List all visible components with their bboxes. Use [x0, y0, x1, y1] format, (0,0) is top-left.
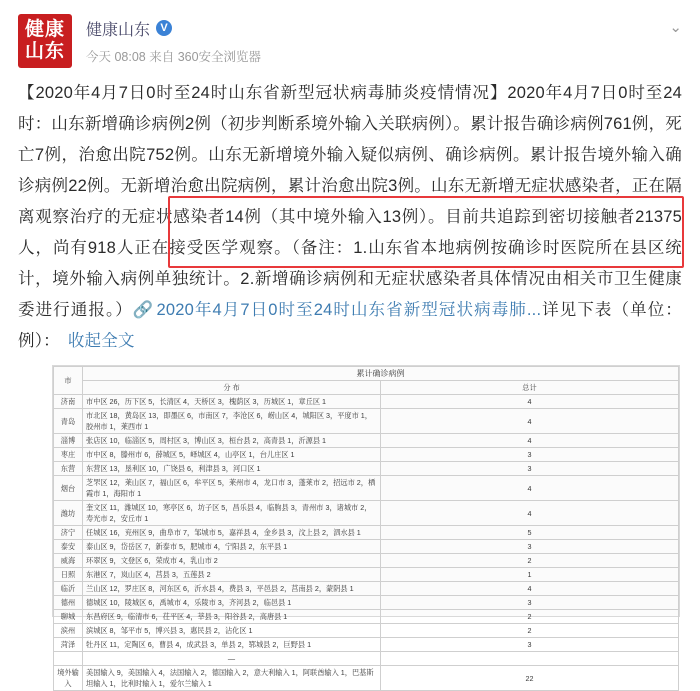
table-cell-total: 4 — [381, 395, 679, 409]
chevron-down-icon[interactable]: ⌄ — [669, 19, 682, 36]
table-row — [54, 596, 679, 610]
table-cell-total: 4 — [381, 434, 679, 448]
table-row — [54, 582, 679, 596]
table-title-row — [54, 367, 679, 381]
link-icon: 🔗 — [132, 301, 155, 319]
table-cell-distribution: 美国输入 9，美国输入 4，法国输入 2，德国输入 2，意大利输入 1，阿联酋输入 1，巴基斯坦输入 1，比利时输入 1，爱尔兰输入 1 — [83, 666, 381, 691]
table-row — [54, 501, 679, 526]
table-row — [54, 476, 679, 501]
collapse-full-text-link[interactable]: 收起全文 — [67, 332, 135, 350]
table-cell-city: 泰安 — [54, 540, 83, 554]
table-row — [54, 434, 679, 448]
table-cell-total: 4 — [381, 409, 679, 434]
account-name[interactable]: 健康山东 — [86, 21, 151, 39]
table-cell-city: 济南 — [54, 395, 83, 409]
table-cell-total: 4 — [381, 476, 679, 501]
table-row — [54, 526, 679, 540]
table-cell-distribution: 市北区 18，黄岛区 13，即墨区 6，市南区 7，李沧区 6，崂山区 4，城阳区 3，平度市 1，胶州市 1，莱西市 1 — [83, 409, 381, 434]
cases-table-container — [52, 365, 680, 688]
post-header — [18, 14, 682, 76]
table-row — [54, 624, 679, 638]
post-paragraph-1: 【2020年4月7日0时至24时山东省新型冠状病毒肺炎疫情情况】2020年4月7日0时至24时：山东新增确诊病例2例（初步判断系境外输入关联病例）。累计报告确诊病例761例，死亡7例，治愈出院752例。山东无新增境外输入疑似病例、确诊病例。累计报告境外输入确诊病例22例。无新增治愈出院病例，累计治愈出院3例。山东无新增无症状感染者，正在隔离观察治疗的无症状感染者14例（其中境外输入13例）。 — [18, 84, 682, 226]
table-header-row — [54, 381, 679, 395]
table-row — [54, 554, 679, 568]
table-row — [54, 638, 679, 652]
table-cell-distribution: 德城区 10，陵城区 6，禹城市 4，乐陵市 3，齐河县 2，临邑县 1 — [83, 596, 381, 610]
post-inline-link[interactable]: 2020年4月7日0时至24时山东省新型冠状病毒肺... — [156, 301, 542, 319]
post-meta: 今天 08:08 来自 360安全浏览器 — [86, 50, 262, 64]
table-cell-total: 3 — [381, 448, 679, 462]
table-row — [54, 462, 679, 476]
table-cell-city: 菏泽 — [54, 638, 83, 652]
table-cell-total: 4 — [381, 501, 679, 526]
post-content — [18, 78, 682, 357]
table-cell-distribution: 市中区 8，滕州市 6，薛城区 5，峄城区 4，山亭区 1，台儿庄区 1 — [83, 448, 381, 462]
post-highlighted-text: 目前共追踪到密切接触者21375人，尚有918人正在接受医学观察。 — [18, 208, 682, 257]
table-cell-total — [381, 652, 679, 666]
table-cell-city: 滨州 — [54, 624, 83, 638]
table-cell-city: 日照 — [54, 568, 83, 582]
table-cell-distribution: 芝罘区 12，莱山区 7，福山区 6，牟平区 5，莱州市 4，龙口市 3，蓬莱市 2，招远市 2，栖霞市 1，海阳市 1 — [83, 476, 381, 501]
table-cell-city: 境外输入 — [54, 666, 83, 691]
table-cell-distribution: 奎文区 11，潍城区 10，寒亭区 6，坊子区 5，昌乐县 4，临朐县 3，青州市 3，诸城市 2，寿光市 2，安丘市 1 — [83, 501, 381, 526]
table-row — [54, 395, 679, 409]
table-cell-city: 青岛 — [54, 409, 83, 434]
account-info — [86, 14, 656, 65]
table-header-distribution: 分 布 — [83, 381, 381, 395]
table-cell-total: 4 — [381, 582, 679, 596]
table-row — [54, 409, 679, 434]
table-cell-total: 2 — [381, 554, 679, 568]
table-cell-total: 22 — [381, 666, 679, 691]
post-paragraph-2: （备注：1.山东省本地病例按确诊时医院所在县区统计，境外输入病例单独统计。2.新增确诊病例和无症状感染者具体情况由相关市卫生健康委进行通报。） — [18, 239, 682, 319]
table-cell-city: 东营 — [54, 462, 83, 476]
table-cell-distribution: 任城区 16，兖州区 9，曲阜市 7，邹城市 5，嘉祥县 4，金乡县 3，汶上县 2，泗水县 1 — [83, 526, 381, 540]
avatar-line-1: 健康 — [24, 19, 65, 40]
table-cell-total: 1 — [381, 568, 679, 582]
post-tail-text: 详见下表（单位：例）： — [18, 301, 682, 350]
table-row-overseas — [54, 666, 679, 691]
table-cell-city: 聊城 — [54, 610, 83, 624]
table-cell-city: 潍坊 — [54, 501, 83, 526]
table-cell-city: 淄博 — [54, 434, 83, 448]
table-cell-distribution: 兰山区 12，罗庄区 8，河东区 6，沂水县 4，费县 3，平邑县 2，莒南县 2，蒙阴县 1 — [83, 582, 381, 596]
table-row — [54, 448, 679, 462]
table-cell-total: 2 — [381, 624, 679, 638]
table-cell-distribution: 市中区 26，历下区 5，长清区 4，天桥区 3，槐荫区 3，历城区 1，章丘区 1 — [83, 395, 381, 409]
table-cell-total: 3 — [381, 540, 679, 554]
table-cell-city: 烟台 — [54, 476, 83, 501]
table-title: 累计确诊病例 — [83, 367, 679, 381]
table-cell-distribution: 东昌府区 9，临清市 6，茌平区 4，莘县 3，阳谷县 2，高唐县 1 — [83, 610, 381, 624]
table-header-city: 市 — [54, 367, 83, 395]
table-separator-row — [54, 652, 679, 666]
verified-badge-icon: V — [156, 20, 172, 36]
table-cell-city: 济宁 — [54, 526, 83, 540]
table-cell-total: 5 — [381, 526, 679, 540]
avatar-line-2: 山东 — [24, 41, 65, 62]
table-cell-distribution: 环翠区 9，文登区 6，荣成市 4，乳山市 2 — [83, 554, 381, 568]
table-row — [54, 568, 679, 582]
table-cell-distribution: 东港区 7，岚山区 4，莒县 3，五莲县 2 — [83, 568, 381, 582]
table-row — [54, 540, 679, 554]
table-cell-city: 德州 — [54, 596, 83, 610]
table-cell-distribution: 滨城区 8，邹平市 5，博兴县 3，惠民县 2，沾化区 1 — [83, 624, 381, 638]
table-cell-total: 3 — [381, 596, 679, 610]
table-cell-city — [54, 652, 83, 666]
account-name-row — [86, 16, 656, 40]
avatar[interactable] — [18, 14, 72, 68]
table-cell-city: 威海 — [54, 554, 83, 568]
table-cell-city: 枣庄 — [54, 448, 83, 462]
table-cell-total: 3 — [381, 462, 679, 476]
table-header-total: 总计 — [381, 381, 679, 395]
table-cell-distribution: 东营区 13，垦利区 10，广饶县 6，利津县 3，河口区 1 — [83, 462, 381, 476]
cases-table — [53, 366, 679, 691]
table-cell-distribution: 牡丹区 11，定陶区 6，曹县 4，成武县 3，单县 2，郓城县 2，巨野县 1 — [83, 638, 381, 652]
table-cell-city: 临沂 — [54, 582, 83, 596]
cases-table-body — [54, 395, 679, 691]
table-cell-total: 3 — [381, 638, 679, 652]
table-cell-total: 2 — [381, 610, 679, 624]
table-cell-distribution: 张店区 10，临淄区 5，周村区 3，博山区 3，桓台县 2，高青县 1，沂源县 1 — [83, 434, 381, 448]
table-row — [54, 610, 679, 624]
table-cell-distribution: 泰山区 9，岱岳区 7，新泰市 5，肥城市 4，宁阳县 2，东平县 1 — [83, 540, 381, 554]
table-cell-distribution: — — [83, 652, 381, 666]
